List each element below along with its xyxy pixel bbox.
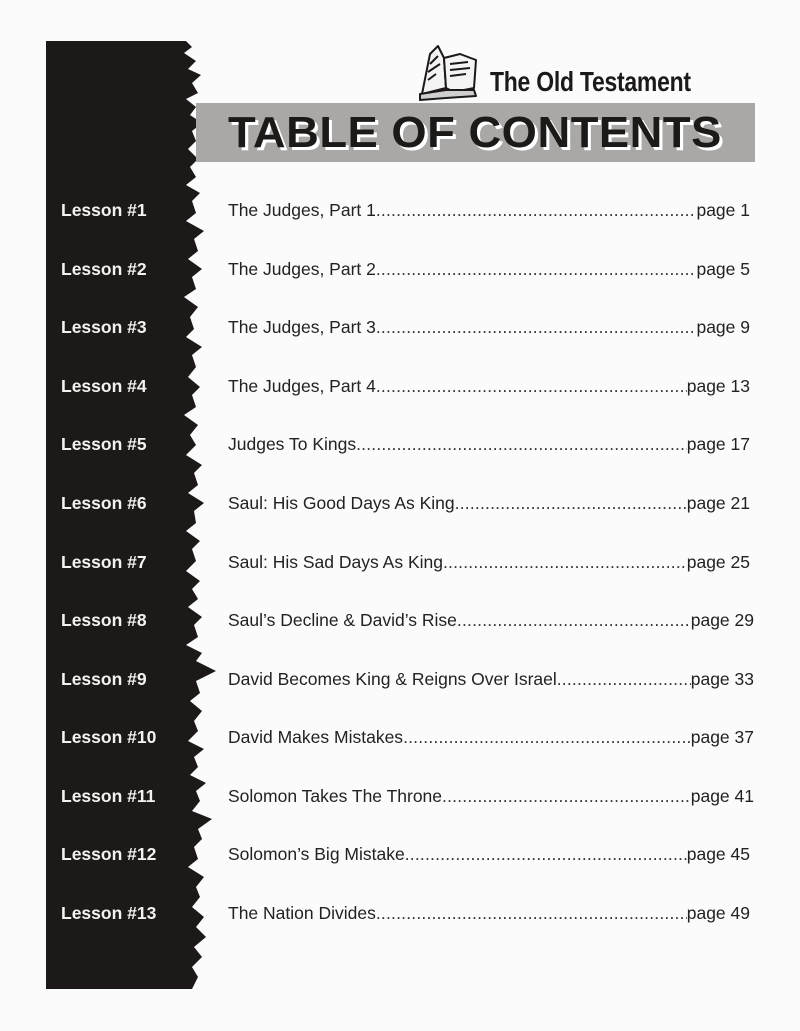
toc-entry[interactable] [228,195,750,225]
lesson-label: Lesson #1 [61,200,147,220]
lesson-label: Lesson #12 [61,844,157,864]
entry-page: page 17 [686,434,750,454]
book-subtitle: The Old Testament [490,66,691,97]
toc-entry[interactable] [228,839,750,869]
toc-entry[interactable] [228,488,750,518]
entry-title: The Judges, Part 4 [228,376,376,396]
entry-page: page 33 [690,669,754,689]
lesson-label: Lesson #13 [61,903,157,923]
toc-row [0,254,800,284]
entry-page: page 25 [686,552,750,572]
lesson-label: Lesson #4 [61,376,147,396]
entry-title: David Becomes King & Reigns Over Israel [228,669,557,689]
lesson-label: Lesson #10 [61,727,157,747]
toc-row [0,195,800,225]
dot-leader [443,547,687,577]
entry-page: page 45 [686,844,750,864]
toc-row [0,429,800,459]
dot-leader [376,371,687,401]
toc-entry[interactable] [228,898,750,928]
toc-row [0,488,800,518]
toc-row [0,839,800,869]
entry-title: The Judges, Part 1 [228,200,376,220]
entry-page: page 49 [686,903,750,923]
entry-page: page 29 [690,610,754,630]
open-book-icon [416,44,482,102]
dot-leader [405,839,687,869]
entry-title: Judges To Kings [228,434,357,454]
lesson-label: Lesson #11 [61,786,156,806]
lesson-label: Lesson #7 [61,552,147,572]
entry-title: Solomon Takes The Throne [228,786,443,806]
toc-entry[interactable] [228,312,750,342]
toc-row [0,371,800,401]
entry-title: The Nation Divides [228,903,376,923]
entry-page: page 9 [696,317,750,337]
lesson-label: Lesson #9 [61,669,147,689]
toc-entry[interactable] [228,254,750,284]
toc-row [0,722,800,752]
page-title: TABLE OF CONTENTS [228,108,722,157]
toc-row [0,547,800,577]
toc-entry[interactable] [228,664,754,694]
dot-leader [442,781,691,811]
dot-leader [376,312,697,342]
toc-row [0,781,800,811]
lesson-label: Lesson #2 [61,259,147,279]
toc-entry[interactable] [228,371,750,401]
toc-row [0,312,800,342]
lesson-label: Lesson #5 [61,434,147,454]
dot-leader [376,195,697,225]
entry-page: page 13 [686,376,750,396]
lesson-label: Lesson #6 [61,493,147,513]
toc-row [0,605,800,635]
entry-title: Solomon’s Big Mistake [228,844,405,864]
toc-entry[interactable] [228,605,754,635]
dot-leader [457,605,691,635]
dot-leader [376,898,687,928]
toc-entry[interactable] [228,781,754,811]
entry-page: page 21 [686,493,750,513]
toc-row [0,664,800,694]
lesson-label: Lesson #3 [61,317,147,337]
toc-entry[interactable] [228,429,750,459]
entry-title: Saul: His Good Days As King [228,493,455,513]
toc-entry[interactable] [228,547,750,577]
entry-title: Saul’s Decline & David’s Rise [228,610,457,630]
entry-page: page 41 [690,786,754,806]
toc-entry[interactable] [228,722,754,752]
dot-leader [356,429,687,459]
dot-leader [557,664,691,694]
dot-leader [376,254,697,284]
entry-page: page 37 [690,727,754,747]
lesson-label: Lesson #8 [61,610,147,630]
dot-leader [455,488,687,518]
entry-title: The Judges, Part 2 [228,259,376,279]
entry-page: page 5 [696,259,750,279]
entry-page: page 1 [696,200,750,220]
entry-title: David Makes Mistakes [228,727,404,747]
entry-title: Saul: His Sad Days As King [228,552,443,572]
toc-row [0,898,800,928]
entry-title: The Judges, Part 3 [228,317,376,337]
dot-leader [403,722,691,752]
